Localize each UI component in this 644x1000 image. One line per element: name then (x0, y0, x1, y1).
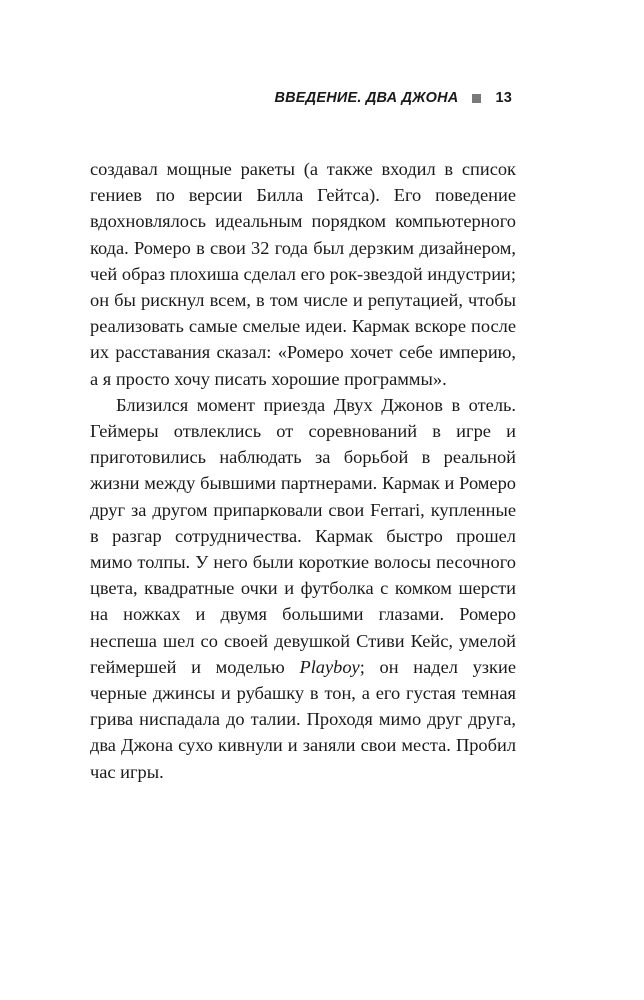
body-text (90, 156, 516, 785)
paragraph-2-italic-title: Playboy (299, 656, 360, 677)
page-number: 13 (495, 90, 512, 106)
paragraph-2-part-1: Близился момент приезда Двух Джонов в отель. Геймеры отвлеклись от соревнований в игре и приготовились наблюдать за борьбой в реальной жизни между бывшими партнерами. Кармак и Ромеро друг за другом припарковали свои Ferrari, купленные в разгар сотрудничества. Кармак быстро прошел мимо толпы. У него были короткие волосы песочного цвета, квадратные очки и футболка с комком шерсти на ножках и двумя большими глазами. Ромеро неспеша шел со своей девушкой Стиви Кейс, умелой геймершей и моделью (90, 394, 516, 677)
paragraph-1: создавал мощные ракеты (а также входил в список гениев по версии Билла Гейтса). Его поведение вдохновлялось идеальным порядком компьютерного кода. Ромеро в свои 32 года был дерзким дизайнером, чей образ плохиша сделал его рок-звездой индустрии; он бы рискнул всем, в том числе и репутацией, чтобы реализовать самые смелые идеи. Кармак вскоре после их расставания сказал: «Ромеро хочет себе империю, а я просто хочу писать хорошие программы». (90, 159, 516, 389)
paragraph-2 (90, 392, 516, 785)
running-title: ВВЕДЕНИЕ. ДВА ДЖОНА (274, 90, 459, 106)
running-head (274, 90, 512, 106)
square-marker-icon (472, 94, 481, 103)
paragraph-2-part-2: ; он надел узкие черные джинсы и рубашку в тон, а его густая темная грива ниспадала до талии. Проходя мимо друг друга, два Джона сухо кивнули и заняли свои места. Пробил час игры. (90, 656, 517, 782)
